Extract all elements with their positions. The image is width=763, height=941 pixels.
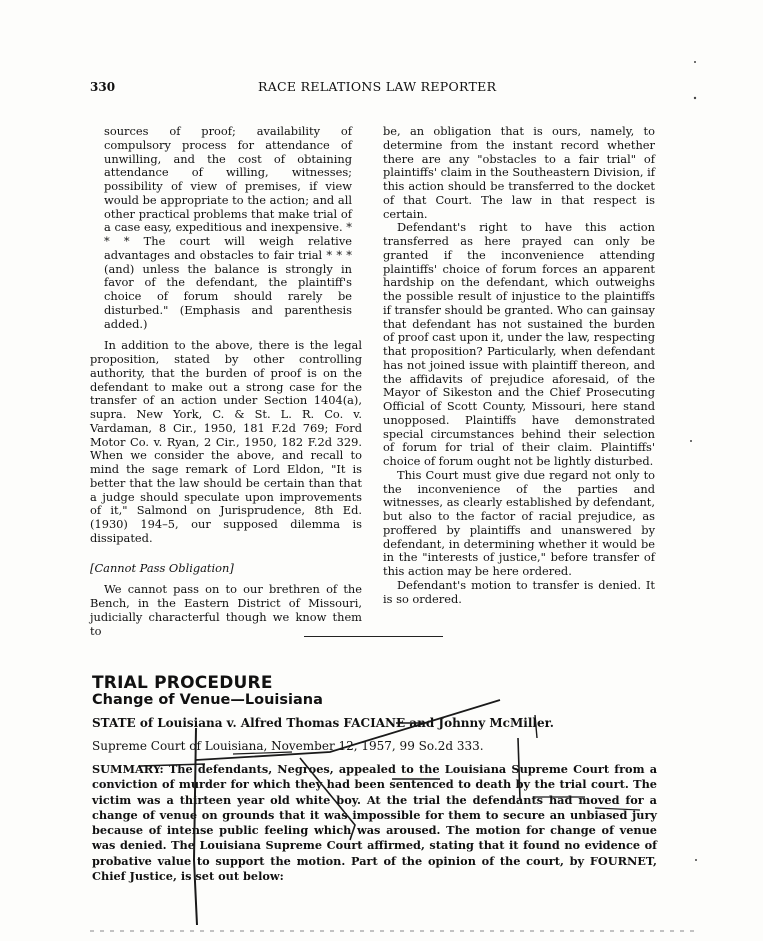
left-column — [90, 125, 362, 638]
paragraph: Defendant's motion to transfer is denied. It is so ordered. — [383, 577, 655, 606]
speck — [694, 61, 696, 63]
section-subtitle: Change of Venue—Louisiana — [92, 692, 323, 708]
subheading: [Cannot Pass Obligation] — [90, 560, 234, 575]
quoted-passage: sources of proof; availability of compulsory process for attendance of unwilling, and the cost of obtaining attendance of willing, witnesses; possibility of view of premises, if view would be appropriate to the action; and all other practical problems that make trial of a case easy, expeditious and inexpensive. * * * The court will weigh relative advantages and obstacles to fair trial * * * (and) unless the balance is strongly in favor of the defendant, the plaintiff's choice of forum should rarely be disturbed." (Emphasis and parenthesis added.) — [104, 124, 352, 331]
section-divider — [304, 636, 443, 637]
paragraph: In addition to the above, there is the legal proposition, stated by other controlling authority, that the burden of proof is on the defendant to make out a strong case for the transfer of an action under Section 1404(a), supra. New York, C. & St. L. R. Co. v. Vardaman, 8 Cir., 1950, 181 F.2d 769; Ford Motor Co. v. Ryan, 2 Cir., 1950, 182 F.2d 329. When we consider the above, and recall to mind the sage remark of Lord Eldon, "It is better that the law should be certain than that a judge should speculate upon improvements of it," Salmond on Jurisprudence, 8th Ed. (1930) 194–5, our supposed dilemma is dissipated. — [90, 338, 362, 545]
section-title: TRIAL PROCEDURE — [92, 673, 273, 693]
speck — [695, 859, 697, 861]
paragraph: be, an obligation that is ours, namely, to determine from the instant record whether there are any "obstacles to a fair trial" of plaintiffs' claim in the Southeastern Division, if this action should be transferred to the docket of that Court. The law in that respect is certain. — [383, 124, 656, 221]
speck — [690, 440, 692, 442]
court-citation: Supreme Court of Louisiana, November 12, 1957, 99 So.2d 333. — [92, 739, 484, 753]
paragraph: This Court must give due regard not only to the inconvenience of the parties and witnesses, as clearly established by defendant, but also to the factor of racial prejudice, as proffered by plaintiffs and unanswered by defendant, in determining whether it would be in the "interests of justice," before transfer of this action may be here ordered. — [383, 467, 655, 578]
summary-label: SUMMARY: — [92, 762, 164, 776]
right-column — [383, 125, 655, 606]
page-number: 330 — [90, 80, 116, 94]
case-name: STATE of Louisiana v. Alfred Thomas FACIANE and Johnny McMiller. — [92, 716, 554, 730]
summary-text: The defendants, Negroes, appealed to the Louisiana Supreme Court from a conviction of murder for which they had been sentenced to death by the trial court. The victim was a thirteen year old white boy. At the trial the defendants had moved for a change of venue on grounds that it was impossible for them to secure an unbiased jury because of intense public feeling which was aroused. The motion for change of venue was denied. The Louisiana Supreme Court affirmed, stating that it found no evidence of probative value to support the motion. Part of the opinion of the court, by FOURNET, Chief Justice, is set out below: — [92, 762, 658, 884]
running-title: RACE RELATIONS LAW REPORTER — [258, 79, 497, 94]
paragraph: We cannot pass on to our brethren of the Bench, in the Eastern District of Missouri, judicially characterful though we know them to — [90, 582, 362, 638]
summary — [92, 762, 657, 884]
speck — [694, 97, 696, 99]
paragraph: Defendant's right to have this action transferred as here prayed can only be granted if the inconvenience attending plaintiffs' choice of forum forces an apparent hardship on the defendant, which outweighs the possible result of injustice to the plaintiffs if transfer should be granted. Who can gainsay that defendant has not sustained the burden of proof cast upon it, under the law, respecting that proposition? Particularly, when defendant has not joined issue with plaintiff thereon, and the affidavits of prejudice aforesaid, of the Mayor of Sikeston and the Chief Prosecuting Official of Scott County, Missouri, here stand unopposed. Plaintiffs have demonstrated special circumstances behind their selection of forum for trial of their claim. Plaintiffs' choice of forum ought not be lightly disturbed. — [383, 220, 655, 468]
